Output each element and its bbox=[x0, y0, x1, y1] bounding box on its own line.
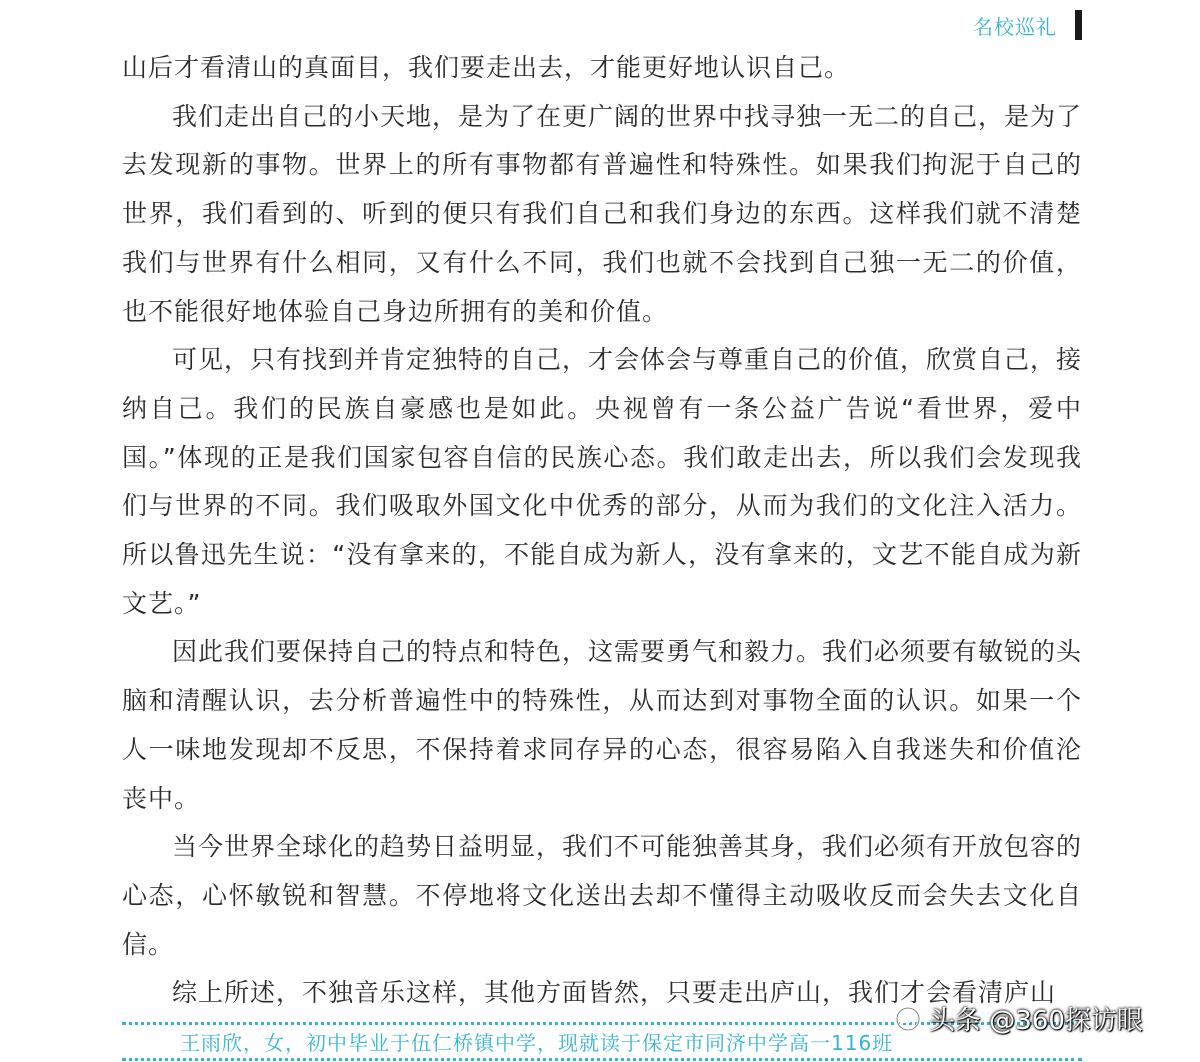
article-body bbox=[122, 44, 1082, 1018]
section-header bbox=[973, 10, 1082, 40]
watermark bbox=[895, 1000, 1143, 1037]
paragraph-1: 山后才看清山的真面目，我们要走出去，才能更好地认识自己。 bbox=[122, 53, 851, 82]
section-marker-bar bbox=[1075, 10, 1082, 40]
paragraph-4: 因此我们要保持自己的特点和特色，这需要勇气和毅力。我们必须要有敏锐的头脑和清醒认识，去分析普遍性中的特殊性，从而达到对事物全面的认识。如果一个人一味地发现却不反思，不保持着求同存异的心态，很容易陷入自我迷失和价值沦丧中。 bbox=[122, 637, 1083, 813]
toutiao-logo-icon bbox=[895, 1006, 921, 1032]
paragraph-3: 可见，只有找到并肯定独特的自己，才会体会与尊重自己的价值，欣赏自己，接纳自己。我们的民族自豪感也是如此。央视曾有一条公益广告说“看世界，爱中国。”体现的正是我们国家包容自信的民族心态。我们敢走出去，所以我们会发现我们与世界的不同。我们吸取外国文化中优秀的部分，从而为我们的文化注入活力。所以鲁迅先生说：“没有拿来的，不能自成为新人，没有拿来的，文艺不能自成为新文艺。” bbox=[122, 345, 1083, 618]
footer-rule-bottom bbox=[122, 1058, 1082, 1061]
paragraph-2: 我们走出自己的小天地，是为了在更广阔的世界中找寻独一无二的自己，是为了去发现新的事物。世界上的所有事物都有普遍性和特殊性。如果我们拘泥于自己的世界，我们看到的、听到的便只有我们自己和我们身边的东西。这样我们就不清楚我们与世界有什么相同，又有什么不同，我们也就不会找到自己独一无二的价值，也不能很好地体验自己身边所拥有的美和价值。 bbox=[122, 101, 1083, 326]
section-label: 名校巡礼 bbox=[973, 14, 1057, 39]
paragraph-6: 综上所述，不独音乐这样，其他方面皆然，只要走出庐山，我们才会看清庐山 bbox=[172, 978, 1057, 1008]
paragraph-5: 当今世界全球化的趋势日益明显，我们不可能独善其身，我们必须有开放包容的心态，心怀敏锐和智慧。不停地将文化送出去却不懂得主动吸收反而会失去文化自信。 bbox=[122, 832, 1083, 959]
watermark-text: 头条 @360探访眼 bbox=[929, 1006, 1143, 1036]
author-note: 王雨欣，女，初中毕业于伍仁桥镇中学，现就读于保定市同济中学高一116班 bbox=[180, 1031, 894, 1055]
